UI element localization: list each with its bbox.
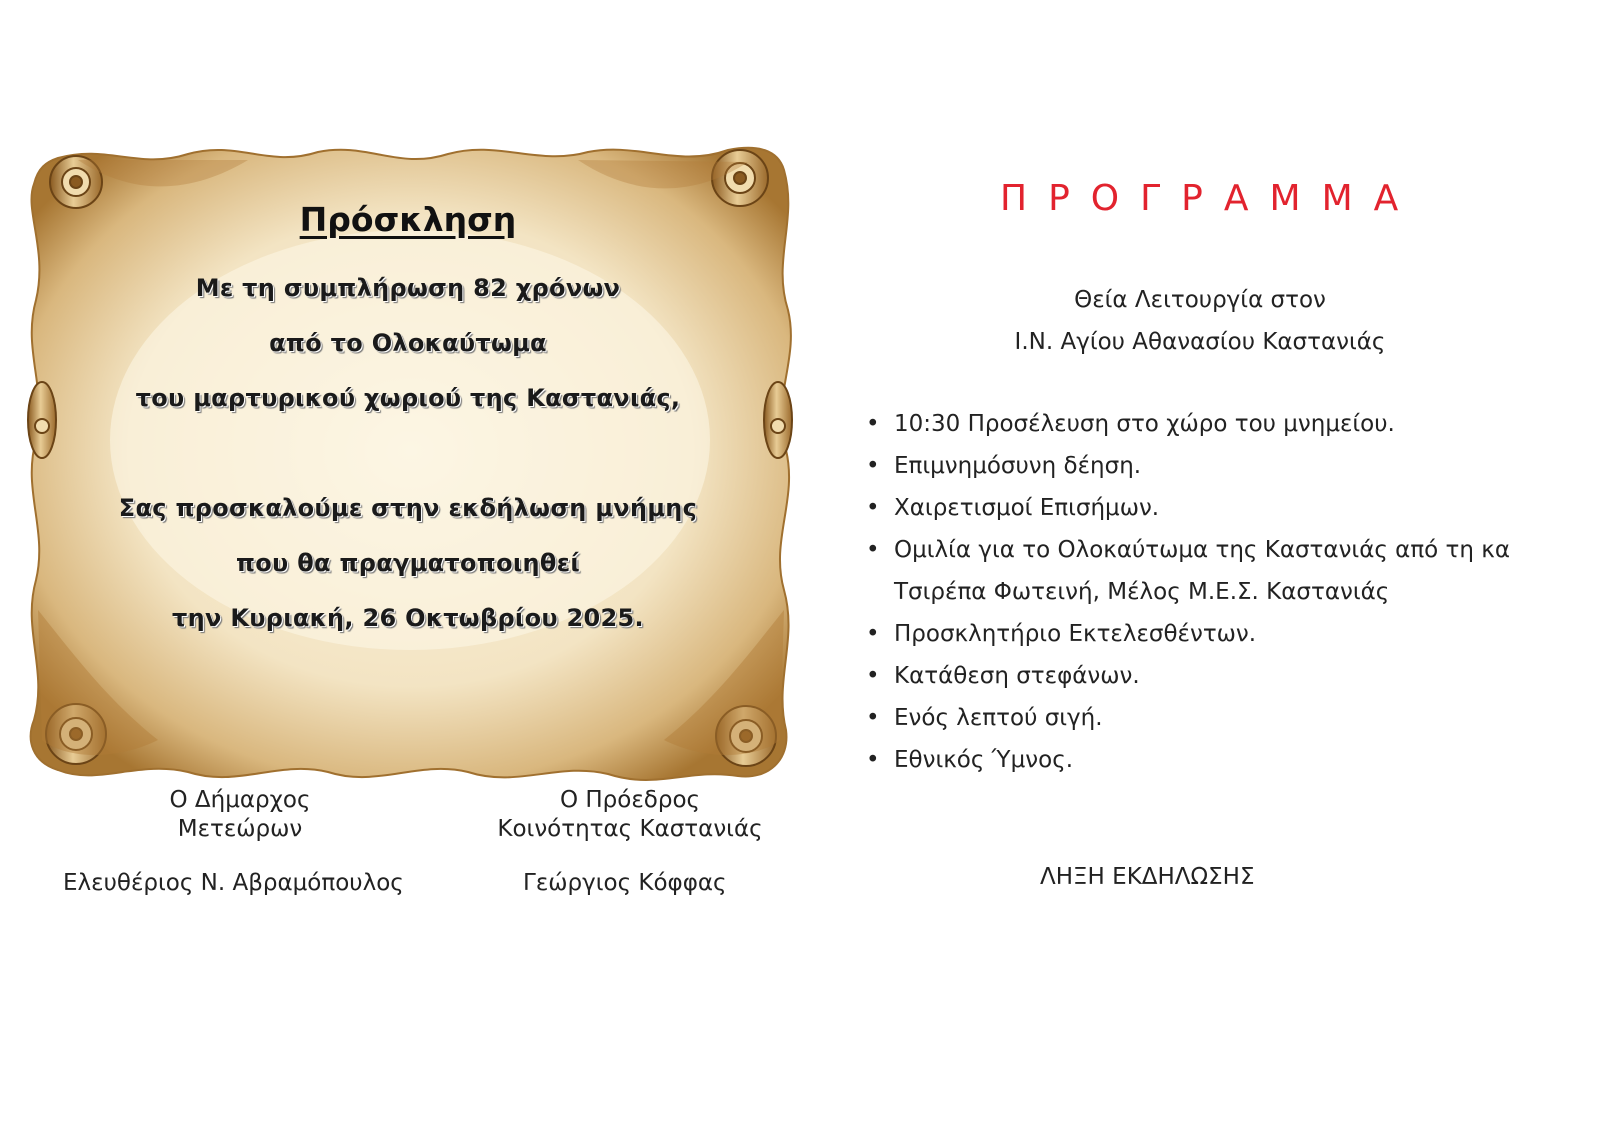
president-title [480, 786, 780, 844]
invitation-line: την Κυριακή, 26 Οκτωβρίου 2025. [172, 604, 644, 632]
invitation-line: Με τη συμπλήρωση 82 χρόνων [195, 274, 621, 302]
liturgy-line1: Θεία Λειτουργία στον [1074, 287, 1326, 313]
program-item: • Κατάθεση στεφάνων. [866, 655, 1586, 697]
liturgy-info [990, 279, 1410, 363]
mayor-title-line1: Ο Δήμαρχος [169, 787, 311, 813]
program-item: • Εθνικός Ύμνος. [866, 739, 1586, 781]
mayor-name: Ελευθέριος Ν. Αβραμόπουλος [63, 870, 404, 896]
liturgy-line2: Ι.Ν. Αγίου Αθανασίου Καστανιάς [1014, 329, 1386, 355]
program-item: • Χαιρετισμοί Επισήμων. [866, 487, 1586, 529]
program-item: • 10:30 Προσέλευση στο χώρο του μνημείου. [866, 403, 1586, 445]
invitation-line: του μαρτυρικού χωριού της Καστανιάς, [135, 384, 681, 412]
event-end: ΛΗΞΗ ΕΚΔΗΛΩΣΗΣ [1040, 864, 1255, 890]
program-title: ΠΡΟΓΡΑΜΜΑ [1000, 178, 1420, 219]
parchment-scroll [18, 140, 804, 790]
scroll-curl-top-right [712, 150, 768, 206]
program-item: • Προσκλητήριο Εκτελεσθέντων. [866, 613, 1586, 655]
program-item: • Ενός λεπτού σιγή. [866, 697, 1586, 739]
program-list [866, 403, 1586, 781]
mayor-title [110, 786, 370, 844]
president-name: Γεώργιος Κόφφας [523, 870, 727, 896]
program-item: • Ομιλία για το Ολοκαύτωμα της Καστανιάς από τη κα Τσιρέπα Φωτεινή, Μέλος Μ.Ε.Σ. Καστανιάς [866, 529, 1514, 613]
invitation-line: Σας προσκαλούμε στην εκδήλωση μνήμης [118, 494, 698, 522]
program-item: • Επιμνημόσυνη δέηση. [866, 445, 1586, 487]
invitation-title: Πρόσκληση [299, 200, 517, 239]
mayor-title-line2: Μετεώρων [177, 816, 303, 842]
invitation-line: που θα πραγματοποιηθεί [235, 549, 581, 577]
president-title-line2: Κοινότητας Καστανιάς [497, 816, 763, 842]
invitation-line: από το Ολοκαύτωμα [269, 329, 547, 357]
invitation-spacer [78, 426, 738, 481]
president-title-line1: Ο Πρόεδρος [559, 787, 701, 813]
invitation-text [78, 200, 738, 646]
